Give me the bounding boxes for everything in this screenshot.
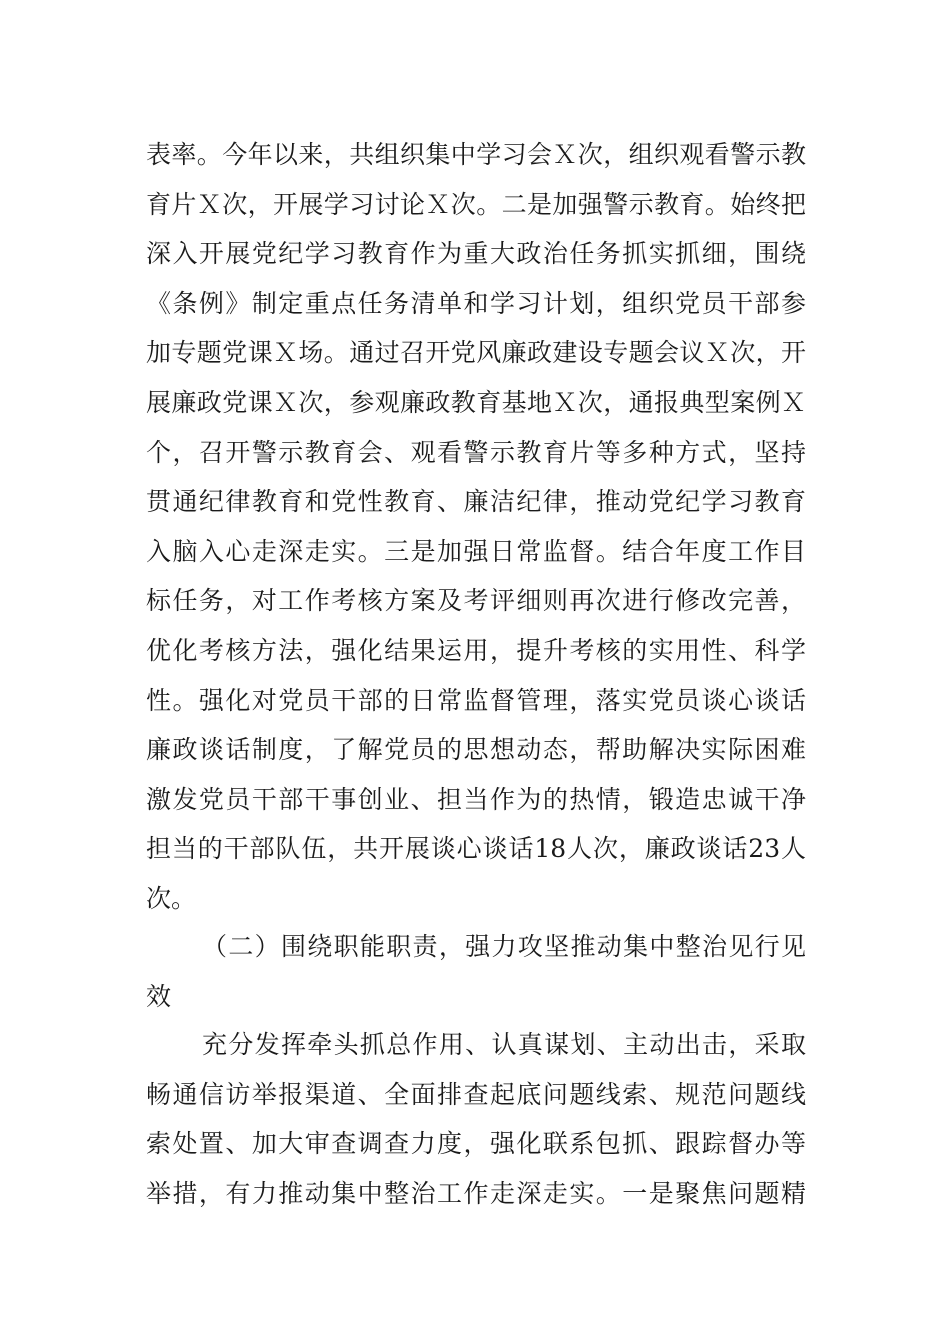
- text-line: 充分发挥牵头抓总作用、认真谋划、主动出击，采取: [202, 1030, 806, 1059]
- text-line: 贯通纪律教育和党性教育、廉洁纪律，推动党纪学习教育: [146, 487, 806, 517]
- heading-line: （二）围绕职能职责，强力攻坚推动集中整治见行见: [202, 932, 806, 961]
- text-line: 畅通信访举报渠道、全面排查起底问题线索、规范问题线: [146, 1079, 806, 1109]
- body-paragraph-1: [146, 130, 806, 924]
- text-line: 廉政谈话制度，了解党员的思想动态，帮助解决实际困难: [146, 735, 806, 765]
- section-heading-2: [146, 922, 806, 1021]
- text-line: 性。强化对党员干部的日常监督管理，落实党员谈心谈话: [146, 685, 806, 715]
- text-line: 索处置、加大审查调查力度，强化联系包抓、跟踪督办等: [146, 1129, 806, 1159]
- text-line: 激发党员干部干事创业、担当作为的热情，锻造忠诚干净: [146, 784, 806, 814]
- text-line: 加专题党课Ｘ场。通过召开党风廉政建设专题会议Ｘ次，开: [146, 338, 806, 368]
- text-line: 展廉政党课Ｘ次，参观廉政教育基地Ｘ次，通报典型案例Ｘ: [146, 387, 806, 417]
- text-line: 表率。今年以来，共组织集中学习会Ｘ次，组织观看警示教: [146, 140, 806, 169]
- text-line: 优化考核方法，强化结果运用，提升考核的实用性、科学: [146, 635, 806, 665]
- body-paragraph-2: [146, 1020, 806, 1218]
- text-line: 担当的干部队伍，共开展谈心谈话18人次，廉政谈话23人: [146, 834, 806, 864]
- text-line: 次。: [146, 883, 197, 913]
- text-line: 育片Ｘ次，开展学习讨论Ｘ次。二是加强警示教育。始终把: [146, 189, 806, 219]
- heading-line: 效: [146, 981, 172, 1011]
- text-line: 标任务，对工作考核方案及考评细则再次进行修改完善，: [146, 586, 806, 616]
- text-line: 深入开展党纪学习教育作为重大政治任务抓实抓细，围绕: [146, 239, 806, 269]
- text-line: 入脑入心走深走实。三是加强日常监督。结合年度工作目: [146, 536, 806, 566]
- text-line: 举措，有力推动集中整治工作走深走实。一是聚焦问题精: [146, 1178, 806, 1208]
- text-line: 个，召开警示教育会、观看警示教育片等多种方式，坚持: [146, 437, 806, 467]
- text-line: 《条例》制定重点任务清单和学习计划，组织党员干部参: [146, 288, 806, 318]
